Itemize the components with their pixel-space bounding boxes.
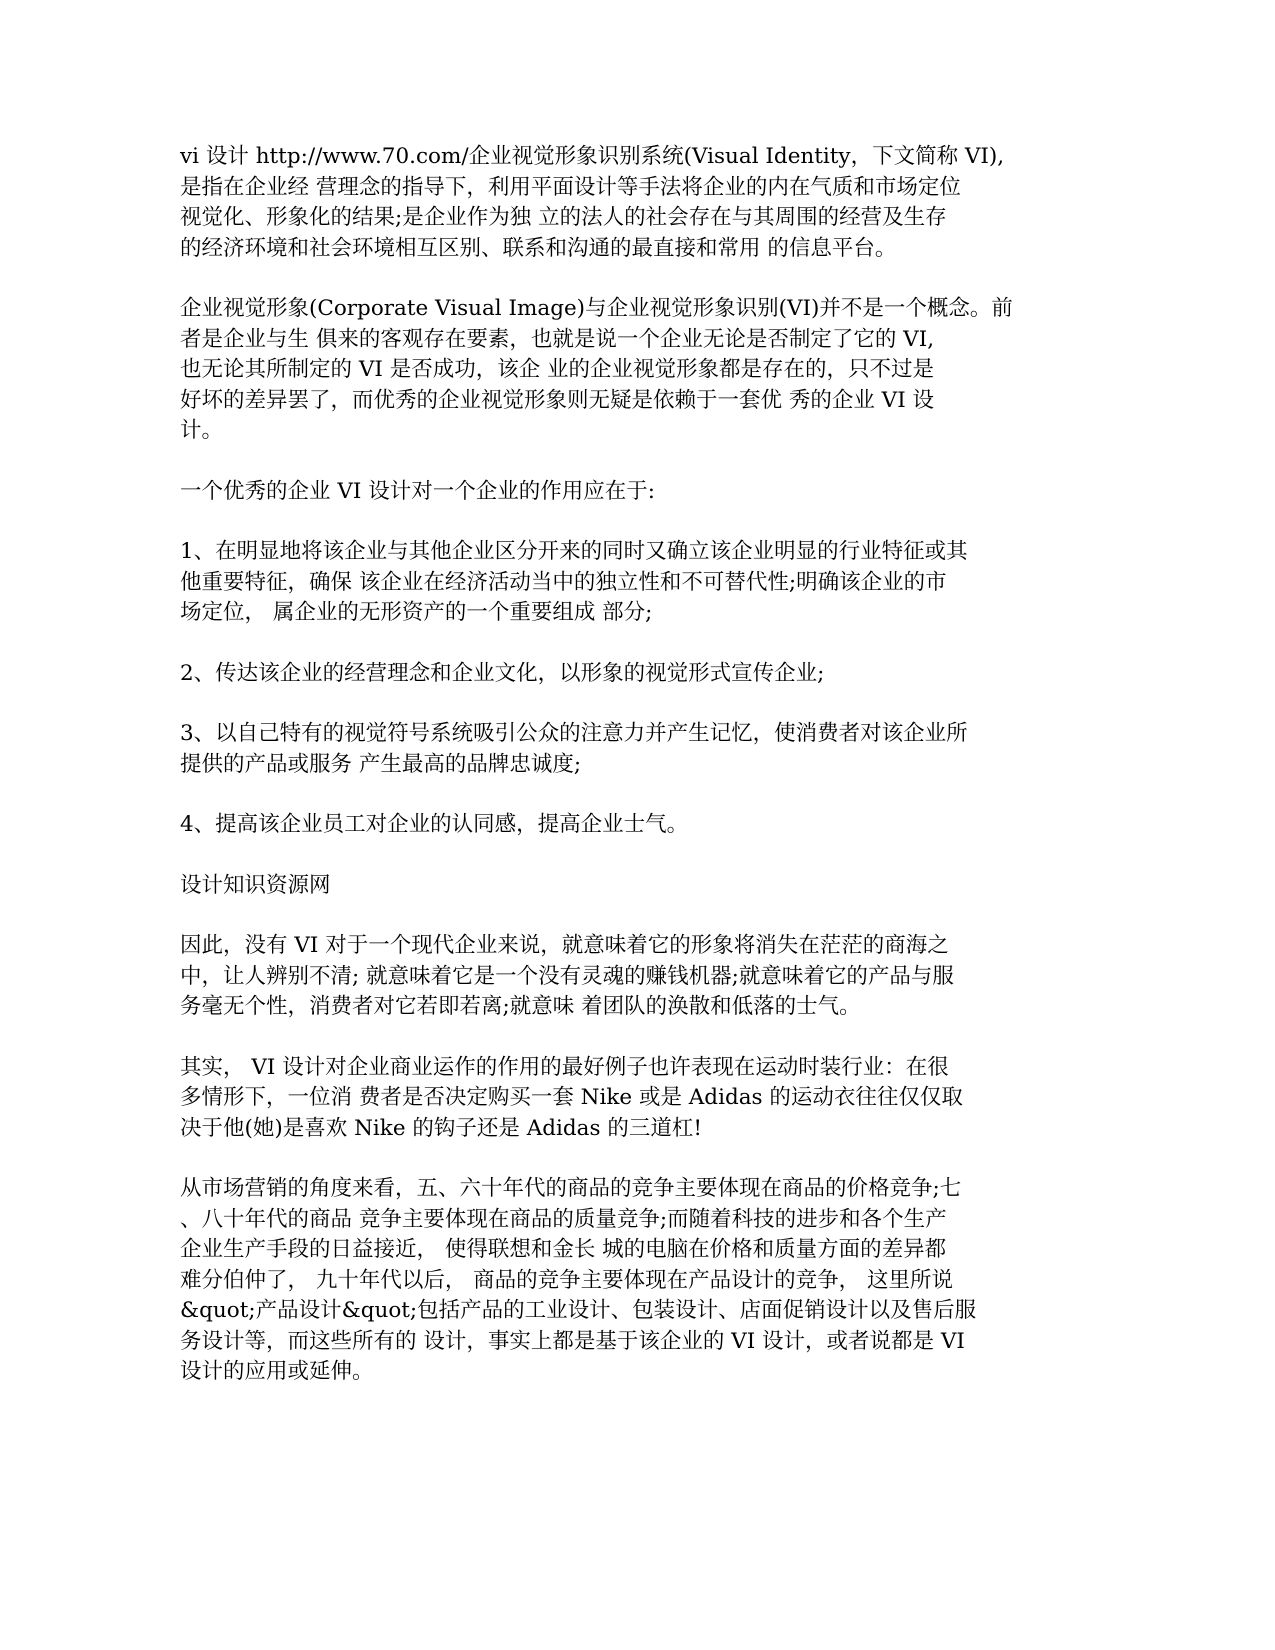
text-line: 设计知识资源网 xyxy=(180,872,331,898)
paragraph-vi-definition xyxy=(180,142,1070,264)
text-line: 一个优秀的企业 VI 设计对一个企业的作用应在于: xyxy=(180,478,655,504)
text-line: 计。 xyxy=(180,418,224,443)
text-line: 提供的产品或服务 产生最高的品牌忠诚度; xyxy=(180,751,582,777)
text-line: 他重要特征，确保 该企业在经济活动当中的独立性和不可替代性;明确该企业的市 xyxy=(180,569,947,595)
text-line: 场定位， 属企业的无形资产的一个重要组成 部分; xyxy=(180,600,653,625)
text-line: 4、提高该企业员工对企业的认同感，提高企业士气。 xyxy=(180,812,689,837)
paragraph-source-name xyxy=(180,871,1070,902)
text-line: 难分伯仲了， 九十年代以后， 商品的竞争主要体现在产品设计的竞争， 这里所说 xyxy=(180,1267,954,1293)
text-line: 者是企业与生 俱来的客观存在要素，也就是说一个企业无论是否制定了它的 VI, xyxy=(180,326,935,352)
paragraph-point-4 xyxy=(180,810,1070,841)
text-line: 也无论其所制定的 VI 是否成功，该企 业的企业视觉形象都是存在的，只不过是 xyxy=(180,357,935,382)
paragraph-point-1 xyxy=(180,537,1070,629)
text-line: 企业生产手段的日益接近， 使得联想和金长 城的电脑在价格和质量方面的差异都 xyxy=(180,1237,947,1262)
text-line: 1、在明显地将该企业与其他企业区分开来的同时又确立该企业明显的行业特征或其 xyxy=(180,539,968,564)
text-line: 好坏的差异罢了，而优秀的企业视觉形象则无疑是依赖于一套优 秀的企业 VI 设 xyxy=(180,387,935,413)
text-line: 决于他(她)是喜欢 Nike 的钩子还是 Adidas 的三道杠! xyxy=(180,1115,702,1141)
document-body xyxy=(180,142,1070,1418)
text-line: 企业视觉形象(Corporate Visual Image)与企业视觉形象识别(VI)并不是一个概念。前 xyxy=(180,296,1013,321)
text-line: 因此，没有 VI 对于一个现代企业来说，就意味着它的形象将消失在茫茫的商海之 xyxy=(180,933,949,958)
text-line: vi 设计 http://www.70.com/企业视觉形象识别系统(Visual Identity，下文简称 VI), xyxy=(180,144,1005,169)
text-line: 中，让人辨别不清; 就意味着它是一个没有灵魂的赚钱机器;就意味着它的产品与服 xyxy=(180,963,954,989)
text-line: 、八十年代的商品 竞争主要体现在商品的质量竞争;而随着科技的进步和各个生产 xyxy=(180,1206,947,1232)
text-line: 是指在企业经 营理念的指导下，利用平面设计等手法将企业的内在气质和市场定位 xyxy=(180,174,961,200)
text-line: 多情形下，一位消 费者是否决定购买一套 Nike 或是 Adidas 的运动衣往往仅仅取 xyxy=(180,1085,963,1110)
paragraph-point-3 xyxy=(180,719,1070,780)
text-line: 视觉化、形象化的结果;是企业作为独 立的法人的社会存在与其周围的经营及生存 xyxy=(180,205,947,230)
paragraph-sportswear-example xyxy=(180,1053,1070,1145)
text-line: 从市场营销的角度来看，五、六十年代的商品的竞争主要体现在商品的价格竞争;七 xyxy=(180,1176,962,1201)
text-line: 务毫无个性，消费者对它若即若离;就意味 着团队的涣散和低落的士气。 xyxy=(180,994,861,1019)
text-line: 2、传达该企业的经营理念和企业文化，以形象的视觉形式宣传企业; xyxy=(180,660,825,686)
paragraph-without-vi xyxy=(180,931,1070,1023)
text-line: &quot;产品设计&quot;包括产品的工业设计、包装设计、店面促销设计以及售后服 xyxy=(180,1298,977,1323)
text-line: 的经济环境和社会环境相互区别、联系和沟通的最直接和常用 的信息平台。 xyxy=(180,235,897,261)
paragraph-vi-role-intro xyxy=(180,477,1070,508)
paragraph-point-2 xyxy=(180,659,1070,690)
paragraph-marketing-history xyxy=(180,1174,1070,1388)
text-line: 设计的应用或延伸。 xyxy=(180,1359,374,1384)
text-line: 3、以自己特有的视觉符号系统吸引公众的注意力并产生记忆，使消费者对该企业所 xyxy=(180,721,968,746)
text-line: 务设计等，而这些所有的 设计，事实上都是基于该企业的 VI 设计，或者说都是 VI xyxy=(180,1328,965,1354)
paragraph-corporate-visual-image xyxy=(180,294,1070,447)
text-line: 其实， VI 设计对企业商业运作的作用的最好例子也许表现在运动时装行业：在很 xyxy=(180,1054,949,1080)
